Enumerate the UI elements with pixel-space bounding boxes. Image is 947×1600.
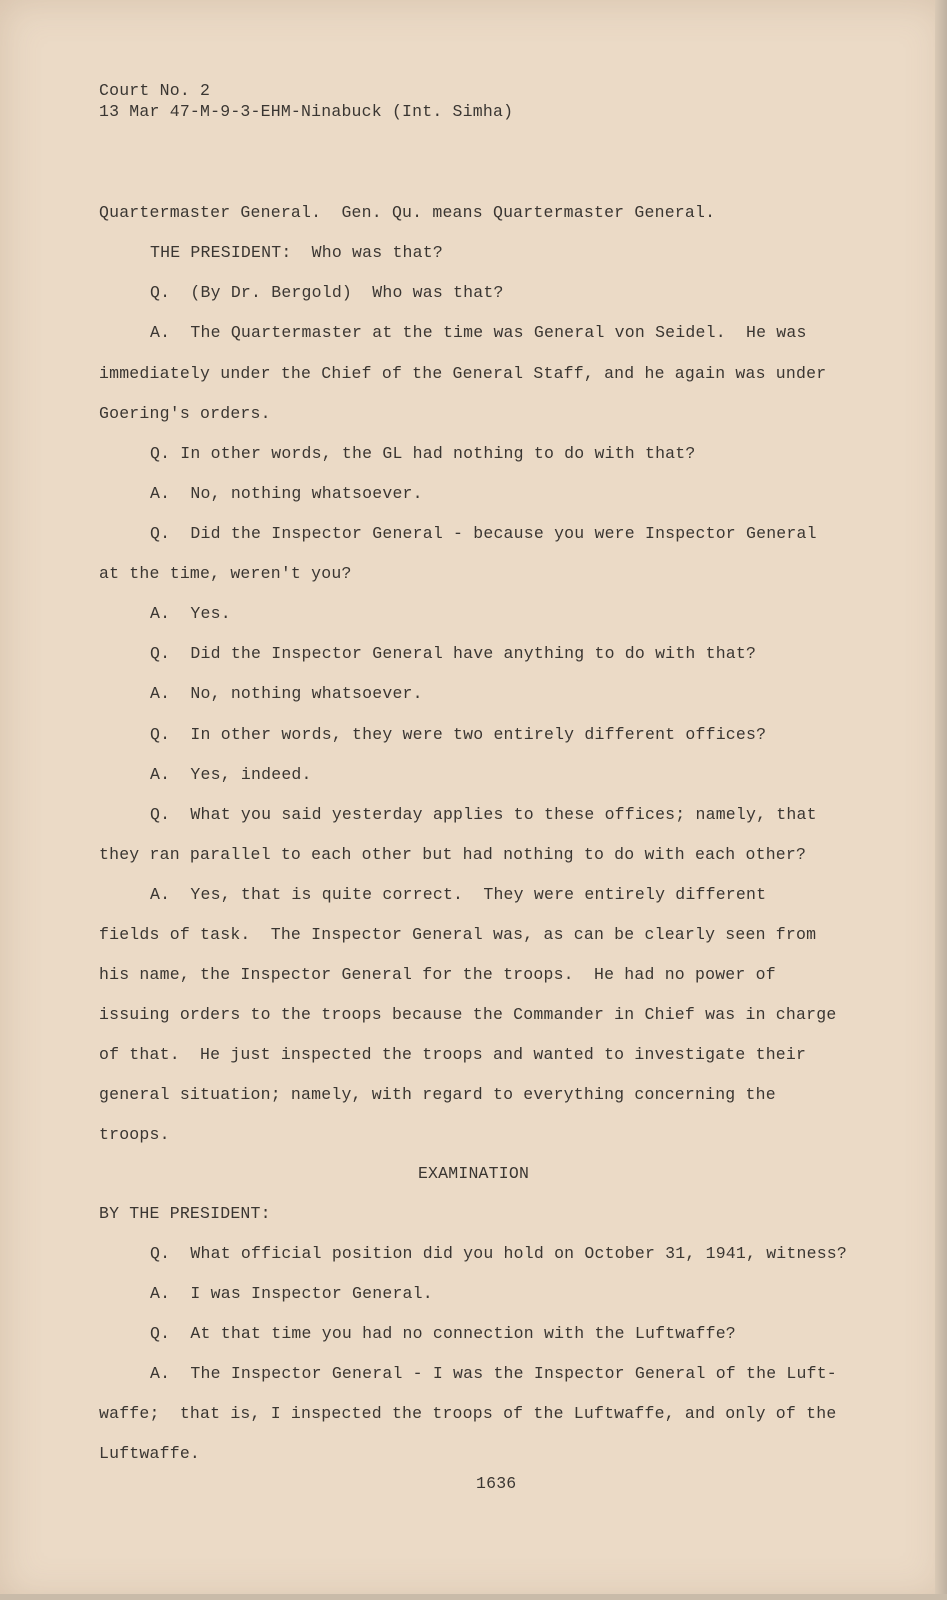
text-line: immediately under the Chief of the General Staff, and he again was under bbox=[99, 364, 827, 383]
page-header bbox=[99, 80, 513, 122]
text-line: THE PRESIDENT: Who was that? bbox=[150, 243, 443, 262]
text-line: A. No, nothing whatsoever. bbox=[150, 684, 423, 703]
text-line: A. I was Inspector General. bbox=[150, 1284, 433, 1303]
text-line: A. Yes. bbox=[150, 604, 231, 623]
text-line: Q. What you said yesterday applies to these offices; namely, that bbox=[150, 805, 817, 824]
text-line: Goering's orders. bbox=[99, 404, 271, 423]
text-line: at the time, weren't you? bbox=[99, 564, 352, 583]
text-line: fields of task. The Inspector General was, as can be clearly seen from bbox=[99, 925, 817, 944]
text-line: Luftwaffe. bbox=[99, 1444, 201, 1463]
text-line: of that. He just inspected the troops and wanted to investigate their bbox=[99, 1045, 807, 1064]
text-line: BY THE PRESIDENT: bbox=[99, 1204, 271, 1223]
text-line: waffe; that is, I inspected the troops of the Luftwaffe, and only of the bbox=[99, 1404, 837, 1423]
text-line: Q. At that time you had no connection with the Luftwaffe? bbox=[150, 1324, 736, 1343]
text-line: Q. In other words, they were two entirely different offices? bbox=[150, 725, 767, 744]
text-line: Quartermaster General. Gen. Qu. means Quartermaster General. bbox=[99, 203, 716, 222]
page-edge bbox=[935, 0, 947, 1600]
text-line: his name, the Inspector General for the troops. He had no power of bbox=[99, 965, 776, 984]
text-line: Q. In other words, the GL had nothing to do with that? bbox=[150, 444, 696, 463]
text-line: A. The Quartermaster at the time was General von Seidel. He was bbox=[150, 323, 807, 342]
page-bottom-edge bbox=[0, 1594, 947, 1600]
text-line: Q. What official position did you hold on October 31, 1941, witness? bbox=[150, 1244, 848, 1263]
text-line: Q. (By Dr. Bergold) Who was that? bbox=[150, 283, 504, 302]
text-line: they ran parallel to each other but had nothing to do with each other? bbox=[99, 845, 807, 864]
text-line: general situation; namely, with regard to everything concerning the bbox=[99, 1085, 776, 1104]
text-line: Q. Did the Inspector General have anything to do with that? bbox=[150, 644, 757, 663]
text-line: A. The Inspector General - I was the Inspector General of the Luft- bbox=[150, 1364, 837, 1383]
transcript-reference: 13 Mar 47-M-9-3-EHM-Ninabuck (Int. Simha) bbox=[99, 102, 514, 121]
text-line: A. Yes, indeed. bbox=[150, 765, 312, 784]
text-line: troops. bbox=[99, 1125, 170, 1144]
text-line: A. No, nothing whatsoever. bbox=[150, 484, 423, 503]
text-line: issuing orders to the troops because the Commander in Chief was in charge bbox=[99, 1005, 837, 1024]
section-heading: EXAMINATION bbox=[417, 1164, 530, 1183]
text-line: Q. Did the Inspector General - because you were Inspector General bbox=[150, 524, 817, 543]
text-line: A. Yes, that is quite correct. They were entirely different bbox=[150, 885, 767, 904]
court-number: Court No. 2 bbox=[99, 81, 211, 100]
page-number: 1636 bbox=[476, 1474, 517, 1493]
